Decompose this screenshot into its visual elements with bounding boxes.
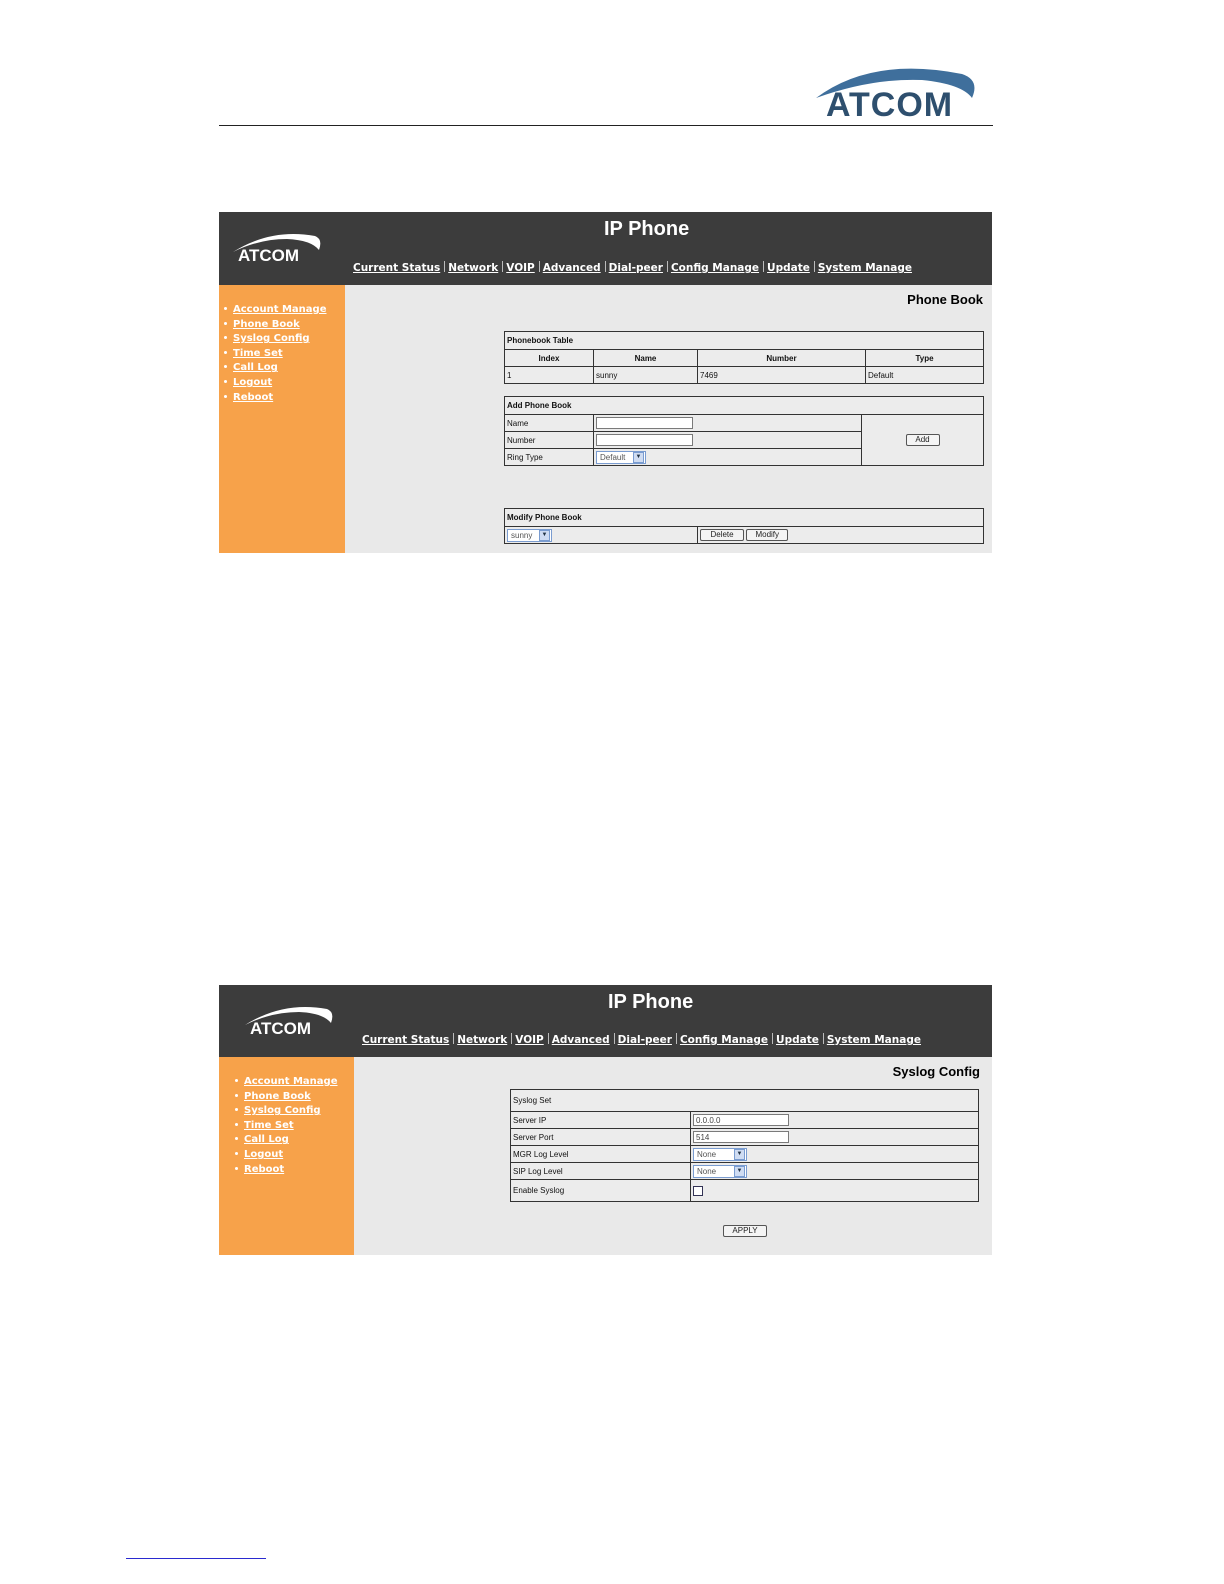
phonebook-table (504, 331, 984, 384)
page-title: Syslog Config (892, 1064, 980, 1079)
add-button[interactable]: Add (906, 434, 940, 446)
mgr-log-select[interactable] (693, 1148, 747, 1161)
nav-config-manage[interactable]: Config Manage (679, 1034, 769, 1046)
main-nav (362, 1033, 922, 1046)
sidebar-item-syslog-config[interactable]: Syslog Config (224, 332, 326, 347)
atcom-logo-text: ATCOM (826, 86, 954, 124)
main-nav (353, 261, 913, 274)
ring-type-select[interactable] (596, 451, 646, 464)
syslog-set-form (510, 1089, 979, 1202)
server-ip-label: Server IP (511, 1112, 691, 1129)
section-title: Add Phone Book (505, 397, 984, 415)
sidebar-item-call-log[interactable]: Call Log (235, 1133, 337, 1148)
bullet-icon (224, 395, 227, 398)
sidebar-item-time-set[interactable]: Time Set (224, 347, 326, 362)
ring-type-label: Ring Type (505, 449, 594, 466)
chevron-down-icon: ▼ (734, 1149, 745, 1160)
nav-separator (605, 261, 606, 272)
cell-index: 1 (505, 367, 594, 384)
nav-separator (676, 1033, 677, 1044)
sidebar-item-phone-book[interactable]: Phone Book (224, 318, 326, 333)
bullet-icon (224, 351, 227, 354)
server-ip-input[interactable]: 0.0.0.0 (693, 1114, 789, 1126)
server-ip-cell (691, 1112, 979, 1129)
nav-dial-peer[interactable]: Dial-peer (608, 262, 663, 274)
server-port-label: Server Port (511, 1129, 691, 1146)
bullet-icon (224, 336, 227, 339)
table-title-row (505, 332, 984, 350)
form-title-row (505, 509, 984, 527)
col-header-name: Name (594, 350, 698, 367)
number-input[interactable] (596, 434, 693, 446)
name-input[interactable] (596, 417, 693, 429)
nav-update[interactable]: Update (776, 1034, 819, 1046)
sidebar-item-reboot[interactable]: Reboot (224, 391, 326, 406)
bullet-icon (235, 1152, 238, 1155)
nav-separator (614, 1033, 615, 1044)
bullet-icon (235, 1079, 238, 1082)
sip-log-value: None (697, 1166, 717, 1176)
action-cell (698, 527, 984, 544)
sidebar-item-time-set[interactable]: Time Set (235, 1119, 337, 1134)
nav-advanced[interactable]: Advanced (551, 1034, 610, 1046)
mgr-log-value: None (697, 1149, 717, 1159)
form-row-name (505, 415, 984, 432)
sidebar (219, 285, 345, 553)
bullet-icon (224, 365, 227, 368)
top-bar (219, 985, 992, 1057)
bullet-icon (235, 1108, 238, 1111)
sidebar-item-account-manage[interactable]: Account Manage (235, 1075, 337, 1090)
nav-separator (444, 261, 445, 272)
mgr-log-cell (691, 1146, 979, 1163)
number-label: Number (505, 432, 594, 449)
server-port-cell (691, 1129, 979, 1146)
nav-separator (772, 1033, 773, 1044)
name-cell (594, 415, 862, 432)
col-header-index: Index (505, 350, 594, 367)
nav-voip[interactable]: VOIP (506, 262, 535, 274)
page-title: Phone Book (907, 292, 983, 307)
form-title-row (505, 397, 984, 415)
nav-separator (539, 261, 540, 272)
bullet-icon (224, 322, 227, 325)
cell-type: Default (866, 367, 984, 384)
syslog-screenshot (219, 985, 992, 1255)
app-title: IP Phone (604, 218, 690, 240)
sidebar-item-syslog-config[interactable]: Syslog Config (235, 1104, 337, 1119)
nav-separator (453, 1033, 454, 1044)
bullet-icon (224, 307, 227, 310)
cell-number: 7469 (698, 367, 866, 384)
modify-phone-book-form (504, 508, 984, 544)
mgr-log-label: MGR Log Level (511, 1146, 691, 1163)
nav-separator (823, 1033, 824, 1044)
ring-type-cell (594, 449, 862, 466)
nav-separator (763, 261, 764, 272)
nav-network[interactable]: Network (457, 1034, 508, 1046)
nav-separator (667, 261, 668, 272)
sidebar-item-phone-book[interactable]: Phone Book (235, 1090, 337, 1105)
form-row-sip-log-level (511, 1163, 979, 1180)
bullet-icon (235, 1167, 238, 1170)
section-title: Phonebook Table (505, 332, 984, 350)
ring-type-value: Default (600, 452, 626, 462)
entry-value: sunny (511, 530, 533, 540)
form-row-modify (505, 527, 984, 544)
bullet-icon (235, 1137, 238, 1140)
nav-system-manage[interactable]: System Manage (817, 262, 912, 274)
chevron-down-icon: ▼ (539, 530, 550, 541)
nav-separator (502, 261, 503, 272)
app-title: IP Phone (608, 991, 694, 1013)
bullet-icon (235, 1094, 238, 1097)
nav-network[interactable]: Network (448, 262, 499, 274)
nav-update[interactable]: Update (767, 262, 810, 274)
nav-separator (511, 1033, 512, 1044)
section-title: Modify Phone Book (505, 509, 984, 527)
entry-select[interactable] (507, 529, 552, 542)
entry-cell (505, 527, 698, 544)
cell-name: sunny (594, 367, 698, 384)
col-header-type: Type (866, 350, 984, 367)
phonebook-screenshot (219, 212, 992, 553)
nav-current-status[interactable]: Current Status (362, 1034, 450, 1046)
nav-separator (548, 1033, 549, 1044)
apply-button[interactable]: APPLY (723, 1225, 767, 1237)
sidebar (219, 1057, 354, 1255)
nav-separator (814, 261, 815, 272)
sidebar-item-call-log[interactable]: Call Log (224, 361, 326, 376)
nav-voip[interactable]: VOIP (515, 1034, 544, 1046)
delete-button[interactable]: Delete (700, 529, 744, 541)
brand-name: ATCOM (250, 1019, 312, 1038)
enable-syslog-cell (691, 1180, 979, 1202)
sip-log-cell (691, 1163, 979, 1180)
form-row-enable-syslog (511, 1180, 979, 1202)
section-title: Syslog Set (511, 1090, 979, 1112)
table-header-row (505, 350, 984, 367)
form-row-server-ip (511, 1112, 979, 1129)
sidebar-item-logout[interactable]: Logout (235, 1148, 337, 1163)
table-row (505, 367, 984, 384)
nav-dial-peer[interactable]: Dial-peer (617, 1034, 672, 1046)
form-row-server-port (511, 1129, 979, 1146)
footer-link-underline (126, 1558, 266, 1559)
nav-config-manage[interactable]: Config Manage (670, 262, 760, 274)
sip-log-label: SIP Log Level (511, 1163, 691, 1180)
nav-current-status[interactable]: Current Status (353, 262, 441, 274)
name-label: Name (505, 415, 594, 432)
number-cell (594, 432, 862, 449)
nav-advanced[interactable]: Advanced (542, 262, 601, 274)
top-bar (219, 212, 992, 285)
server-port-input[interactable]: 514 (693, 1131, 789, 1143)
chevron-down-icon: ▼ (633, 452, 644, 463)
add-phone-book-form (504, 396, 984, 466)
add-cell (862, 415, 984, 466)
chevron-down-icon: ▼ (734, 1166, 745, 1177)
nav-system-manage[interactable]: System Manage (826, 1034, 921, 1046)
sidebar-item-reboot[interactable]: Reboot (235, 1163, 337, 1178)
enable-syslog-checkbox[interactable] (693, 1186, 703, 1196)
sip-log-select[interactable] (693, 1165, 747, 1178)
bullet-icon (235, 1123, 238, 1126)
enable-syslog-label: Enable Syslog (511, 1180, 691, 1202)
bullet-icon (224, 380, 227, 383)
form-title-row (511, 1090, 979, 1112)
header-rule (219, 125, 993, 126)
sidebar-item-logout[interactable]: Logout (224, 376, 326, 391)
brand-name: ATCOM (238, 246, 300, 265)
form-row-mgr-log-level (511, 1146, 979, 1163)
modify-button[interactable]: Modify (746, 529, 788, 541)
sidebar-item-account-manage[interactable]: Account Manage (224, 303, 326, 318)
col-header-number: Number (698, 350, 866, 367)
